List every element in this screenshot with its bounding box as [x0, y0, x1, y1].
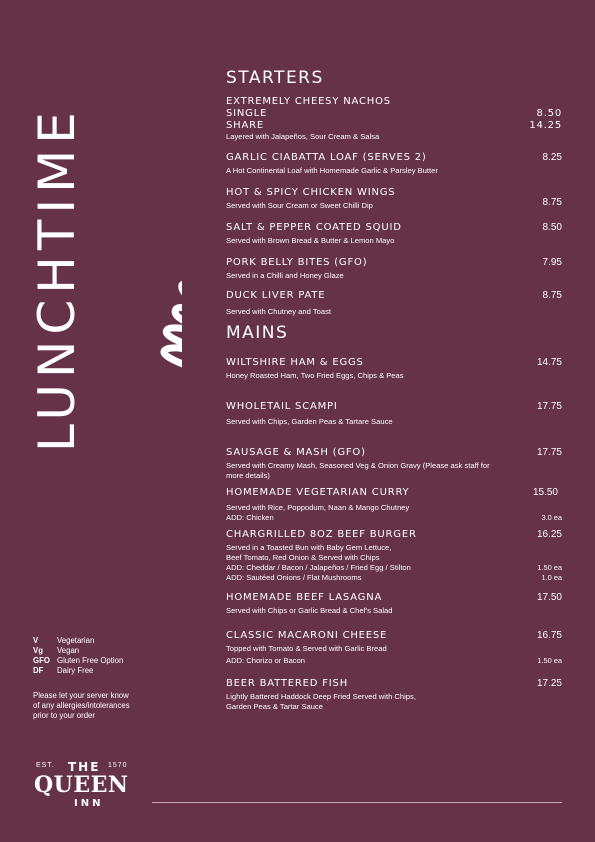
- item-description: Layered with Jalapeños, Sour Cream & Salsa: [226, 132, 380, 141]
- item-name: WILTSHIRE HAM & EGGS: [226, 357, 364, 368]
- legend-row: [33, 656, 123, 666]
- item-name: HOMEMADE BEEF LASAGNA: [226, 592, 383, 603]
- legend-code: Vg: [33, 646, 43, 655]
- item-price: 17.25: [536, 678, 562, 689]
- lunchtime-vertical-title: [28, 36, 86, 452]
- legend-row: [33, 666, 123, 676]
- item-name: SALT & PEPPER COATED SQUID: [226, 222, 402, 233]
- nachos-single-row: [226, 108, 562, 120]
- item-description-cont: Garden Peas & Tartar Sauce: [226, 702, 323, 711]
- item-description-cont: more details): [226, 471, 270, 480]
- legend-label: Vegetarian: [57, 636, 95, 645]
- item-description: Served with Creamy Mash, Seasoned Veg & Onion Gravy (Please ask staff for: [226, 461, 490, 470]
- nachos-single-label: SINGLE: [226, 108, 268, 119]
- item-name: PORK BELLY BITES (GFO): [226, 257, 368, 268]
- item-price: 7.95: [542, 257, 562, 268]
- item-price: 17.75: [536, 401, 562, 412]
- logo-queen: QUEEN: [34, 772, 129, 798]
- legend-row: [33, 646, 123, 656]
- allergy-note-line: Please let your server know: [33, 691, 129, 700]
- menu-item-garlic-ciabatta: [226, 152, 562, 176]
- legend-label: Vegan: [57, 646, 80, 655]
- item-name: CLASSIC MACARONI CHEESE: [226, 630, 388, 641]
- menu-item-macaroni: [226, 630, 562, 666]
- add-on-row: [226, 563, 562, 573]
- item-price: 16.25: [536, 529, 562, 540]
- item-name: SAUSAGE & MASH (GFO): [226, 447, 366, 458]
- legend-code: DF: [33, 666, 44, 675]
- logo-est: EST.: [36, 762, 55, 769]
- item-price: 8.25: [542, 152, 562, 163]
- menu-item-battered-fish: [226, 678, 562, 712]
- item-description: Served with Chutney and Toast: [226, 307, 331, 316]
- menu-item-duck-pate: [226, 290, 562, 317]
- item-name: GARLIC CIABATTA LOAF (SERVES 2): [226, 152, 427, 163]
- allergy-note: [33, 691, 153, 721]
- menu-item-veg-curry: [226, 487, 562, 523]
- add-on-label: ADD: Sautéed Onions / Flat Mushrooms: [226, 573, 362, 582]
- allergy-note-line: of any allergies/intolerances: [33, 701, 130, 710]
- menu-item-chicken-wings: [226, 187, 562, 211]
- item-description: Served in a Chilli and Honey Glaze: [226, 271, 344, 280]
- item-name: HOT & SPICY CHICKEN WINGS: [226, 187, 396, 198]
- footer-divider: [152, 802, 562, 803]
- item-description-cont: Beef Tomato, Red Onion & Served with Chips: [226, 553, 380, 562]
- menu-content: [226, 68, 562, 712]
- add-on-label: ADD: Cheddar / Bacon / Jalapeños / Fried Egg / Stilton: [226, 563, 411, 572]
- item-name: BEER BATTERED FISH: [226, 678, 349, 689]
- mains-title: MAINS: [226, 323, 289, 343]
- item-price: 8.75: [542, 290, 562, 301]
- item-description: Served with Chips, Garden Peas & Tartare Sauce: [226, 417, 393, 426]
- legend-label: Dairy Free: [57, 666, 94, 675]
- item-price: 17.50: [536, 592, 562, 603]
- add-on-row: [226, 656, 562, 666]
- add-on-row: [226, 573, 562, 583]
- item-name: CHARGRILLED 8OZ BEEF BURGER: [226, 529, 417, 540]
- nachos-share-label: SHARE: [226, 120, 264, 131]
- legend-code: GFO: [33, 656, 50, 665]
- menu-item-squid: [226, 222, 562, 246]
- nachos-share-row: [226, 120, 562, 132]
- item-name: HOMEMADE VEGETARIAN CURRY: [226, 487, 410, 498]
- legend-row: [33, 636, 123, 646]
- item-price: 14.75: [536, 357, 562, 368]
- item-price: 15.50: [532, 487, 558, 498]
- item-price: 8.75: [542, 197, 562, 208]
- nachos-single-price: 8.50: [536, 108, 562, 119]
- nachos-share-price: 14.25: [529, 120, 562, 131]
- add-on-price: 1.0 ea: [541, 573, 562, 582]
- item-price: 17.75: [536, 447, 562, 458]
- add-on-price: 3.0 ea: [541, 513, 562, 522]
- item-price: 16.75: [536, 630, 562, 641]
- item-description: A Hot Continental Loaf with Homemade Garlic & Parsley Butter: [226, 166, 438, 175]
- legend-label: Gluten Free Option: [57, 656, 124, 665]
- item-description: Served in a Toasted Bun with Baby Gem Lettuce,: [226, 543, 392, 552]
- logo-inn: INN: [74, 798, 104, 809]
- logo-year: 1570: [108, 762, 128, 769]
- logo-the: THE: [68, 760, 101, 774]
- item-description: Served with Chips or Garlic Bread & Chef's Salad: [226, 606, 393, 615]
- item-description: Served with Rice, Poppodum, Naan & Mango Chutney: [226, 503, 410, 512]
- item-description: Served with Brown Bread & Butter & Lemon Mayo: [226, 236, 395, 245]
- item-name: DUCK LIVER PATE: [226, 290, 326, 301]
- dietary-legend: [33, 636, 123, 676]
- item-description: Served with Sour Cream or Sweet Chilli Dip: [226, 201, 373, 210]
- allergy-note-line: prior to your order: [33, 711, 95, 720]
- menu-item-lasagna: [226, 592, 562, 616]
- queen-inn-logo: [36, 760, 146, 812]
- menu-item-nachos: [226, 96, 562, 142]
- menu-item-pork-belly: [226, 257, 562, 281]
- lunchtime-heading: LUNCHTIME: [28, 106, 86, 452]
- add-on-label: ADD: Chorizo or Bacon: [226, 656, 305, 665]
- item-name: EXTREMELY CHEESY NACHOS: [226, 96, 391, 107]
- item-description: Honey Roasted Ham, Two Fried Eggs, Chips & Peas: [226, 371, 404, 380]
- item-description: Lightly Battered Haddock Deep Fried Served with Chips,: [226, 692, 416, 701]
- item-description: Topped with Tomato & Served with Garlic Bread: [226, 644, 387, 653]
- add-on-price: 1.50 ea: [537, 656, 562, 665]
- add-on-label: ADD: Chicken: [226, 513, 274, 522]
- menu-script-word: [92, 176, 182, 376]
- item-price: 8.50: [542, 222, 562, 233]
- menu-item-scampi: [226, 401, 562, 427]
- add-on-price: 1.50 ea: [537, 563, 562, 572]
- add-on-row: [226, 513, 562, 523]
- starters-title: STARTERS: [226, 68, 324, 88]
- menu-item-beef-burger: [226, 529, 562, 583]
- menu-item-sausage-mash: [226, 447, 562, 481]
- menu-item-ham-eggs: [226, 357, 562, 381]
- legend-code: V: [33, 636, 39, 645]
- item-name: WHOLETAIL SCAMPI: [226, 401, 338, 412]
